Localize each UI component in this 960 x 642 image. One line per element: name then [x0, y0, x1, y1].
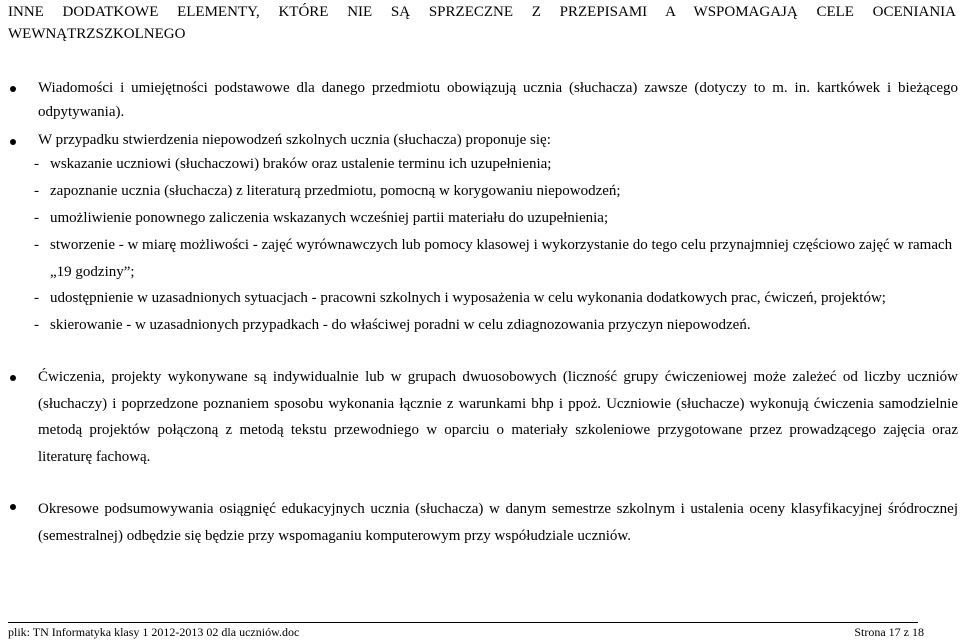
list-item [34, 288, 958, 308]
bullet-icon [10, 86, 16, 92]
bullet-paragraph-4: Okresowe podsumowywania osiągnięć edukacyjnych ucznia (słuchacza) w danym semestrze szkolnym i ustalenia oceny klasyfikacyjnej śródrocznej (semestralnej) odbędzie się będzie przy wspomaganiu komputerowym przy współudziale uczniów. [38, 501, 958, 544]
list-item-text: udostępnienie w uzasadnionych sytuacjach - pracowni szkolnych i wyposażenia w celu wykonania dodatkowych prac, ćwiczeń, projektów; [50, 290, 886, 306]
list-item-text: zapoznanie ucznia (słuchacza) z literaturą przedmiotu, pomocną w korygowaniu niepowodzeń; [50, 183, 621, 199]
list-item-text: umożliwienie ponownego zaliczenia wskazanych wcześniej partii materiału do uzupełnienia; [50, 210, 609, 226]
list-item-continuation: „19 godziny”; [50, 264, 135, 280]
bullet-paragraph-1: Wiadomości i umiejętności podstawowe dla danego przedmiotu obowiązują ucznia (słuchacza) zawsze (dotyczy to m. in. kartkówek i bieżącego odpytywania). [38, 80, 958, 120]
list-item [34, 181, 958, 201]
section-heading [8, 1, 956, 45]
bullet-icon [10, 139, 16, 145]
list-item-text: skierowanie - w uzasadnionych przypadkach - do właściwej poradni w celu zdiagnozowania przyczyn niepowodzeń. [50, 317, 751, 333]
section-heading-line-1: INNE DODATKOWE ELEMENTY, KTÓRE NIE SĄ SPRZECZNE Z PRZEPISAMI A WSPOMAGAJĄ CELE OCENIANIA [8, 4, 956, 20]
list-item [34, 235, 958, 255]
list-item [34, 208, 958, 228]
dash-marker: - [34, 183, 39, 199]
bullet-icon [10, 375, 16, 381]
list-item [34, 154, 958, 174]
list-item [34, 315, 958, 335]
section-heading-line-2: WEWNĄTRZSZKOLNEGO [8, 26, 186, 42]
dash-marker: - [34, 210, 39, 226]
footer-page-number: Strona 17 z 18 [854, 625, 924, 639]
dash-marker: - [34, 290, 39, 306]
list-item-text: wskazanie uczniowi (słuchaczowi) braków oraz ustalenie terminu ich uzupełnienia; [50, 156, 552, 172]
dash-marker: - [34, 317, 39, 333]
dash-marker: - [34, 156, 39, 172]
dash-marker: - [34, 237, 39, 253]
footer-divider [8, 622, 918, 623]
bullet-paragraph-2: W przypadku stwierdzenia niepowodzeń szkolnych ucznia (słuchacza) proponuje się: [38, 132, 551, 148]
bullet-paragraph-3: Ćwiczenia, projekty wykonywane są indywidualnie lub w grupach dwuosobowych (liczność grupy ćwiczeniowej może zależeć od liczby uczniów (słuchaczy) i poprzedzone poznaniem sposobu wykonania łącznie z warunkami bhp i ppoż. Uczniowie (słuchacze) wykonują ćwiczenia samodzielnie metodą projektów połączoną z metodą tekstu przewodniego w oparciu o materiały szkoleniowe przygotowane przez prowadzącego zajęcia oraz literaturę fachową. [38, 369, 958, 465]
list-item-text: stworzenie - w miarę możliwości - zajęć wyrównawczych lub pomocy klasowej i wykorzystanie do tego celu przynajmniej częściowo zajęć w ramach [50, 237, 953, 253]
footer-filename: plik: TN Informatyka klasy 1 2012-2013 02 dla uczniów.doc [8, 625, 300, 639]
bullet-icon [10, 504, 16, 510]
